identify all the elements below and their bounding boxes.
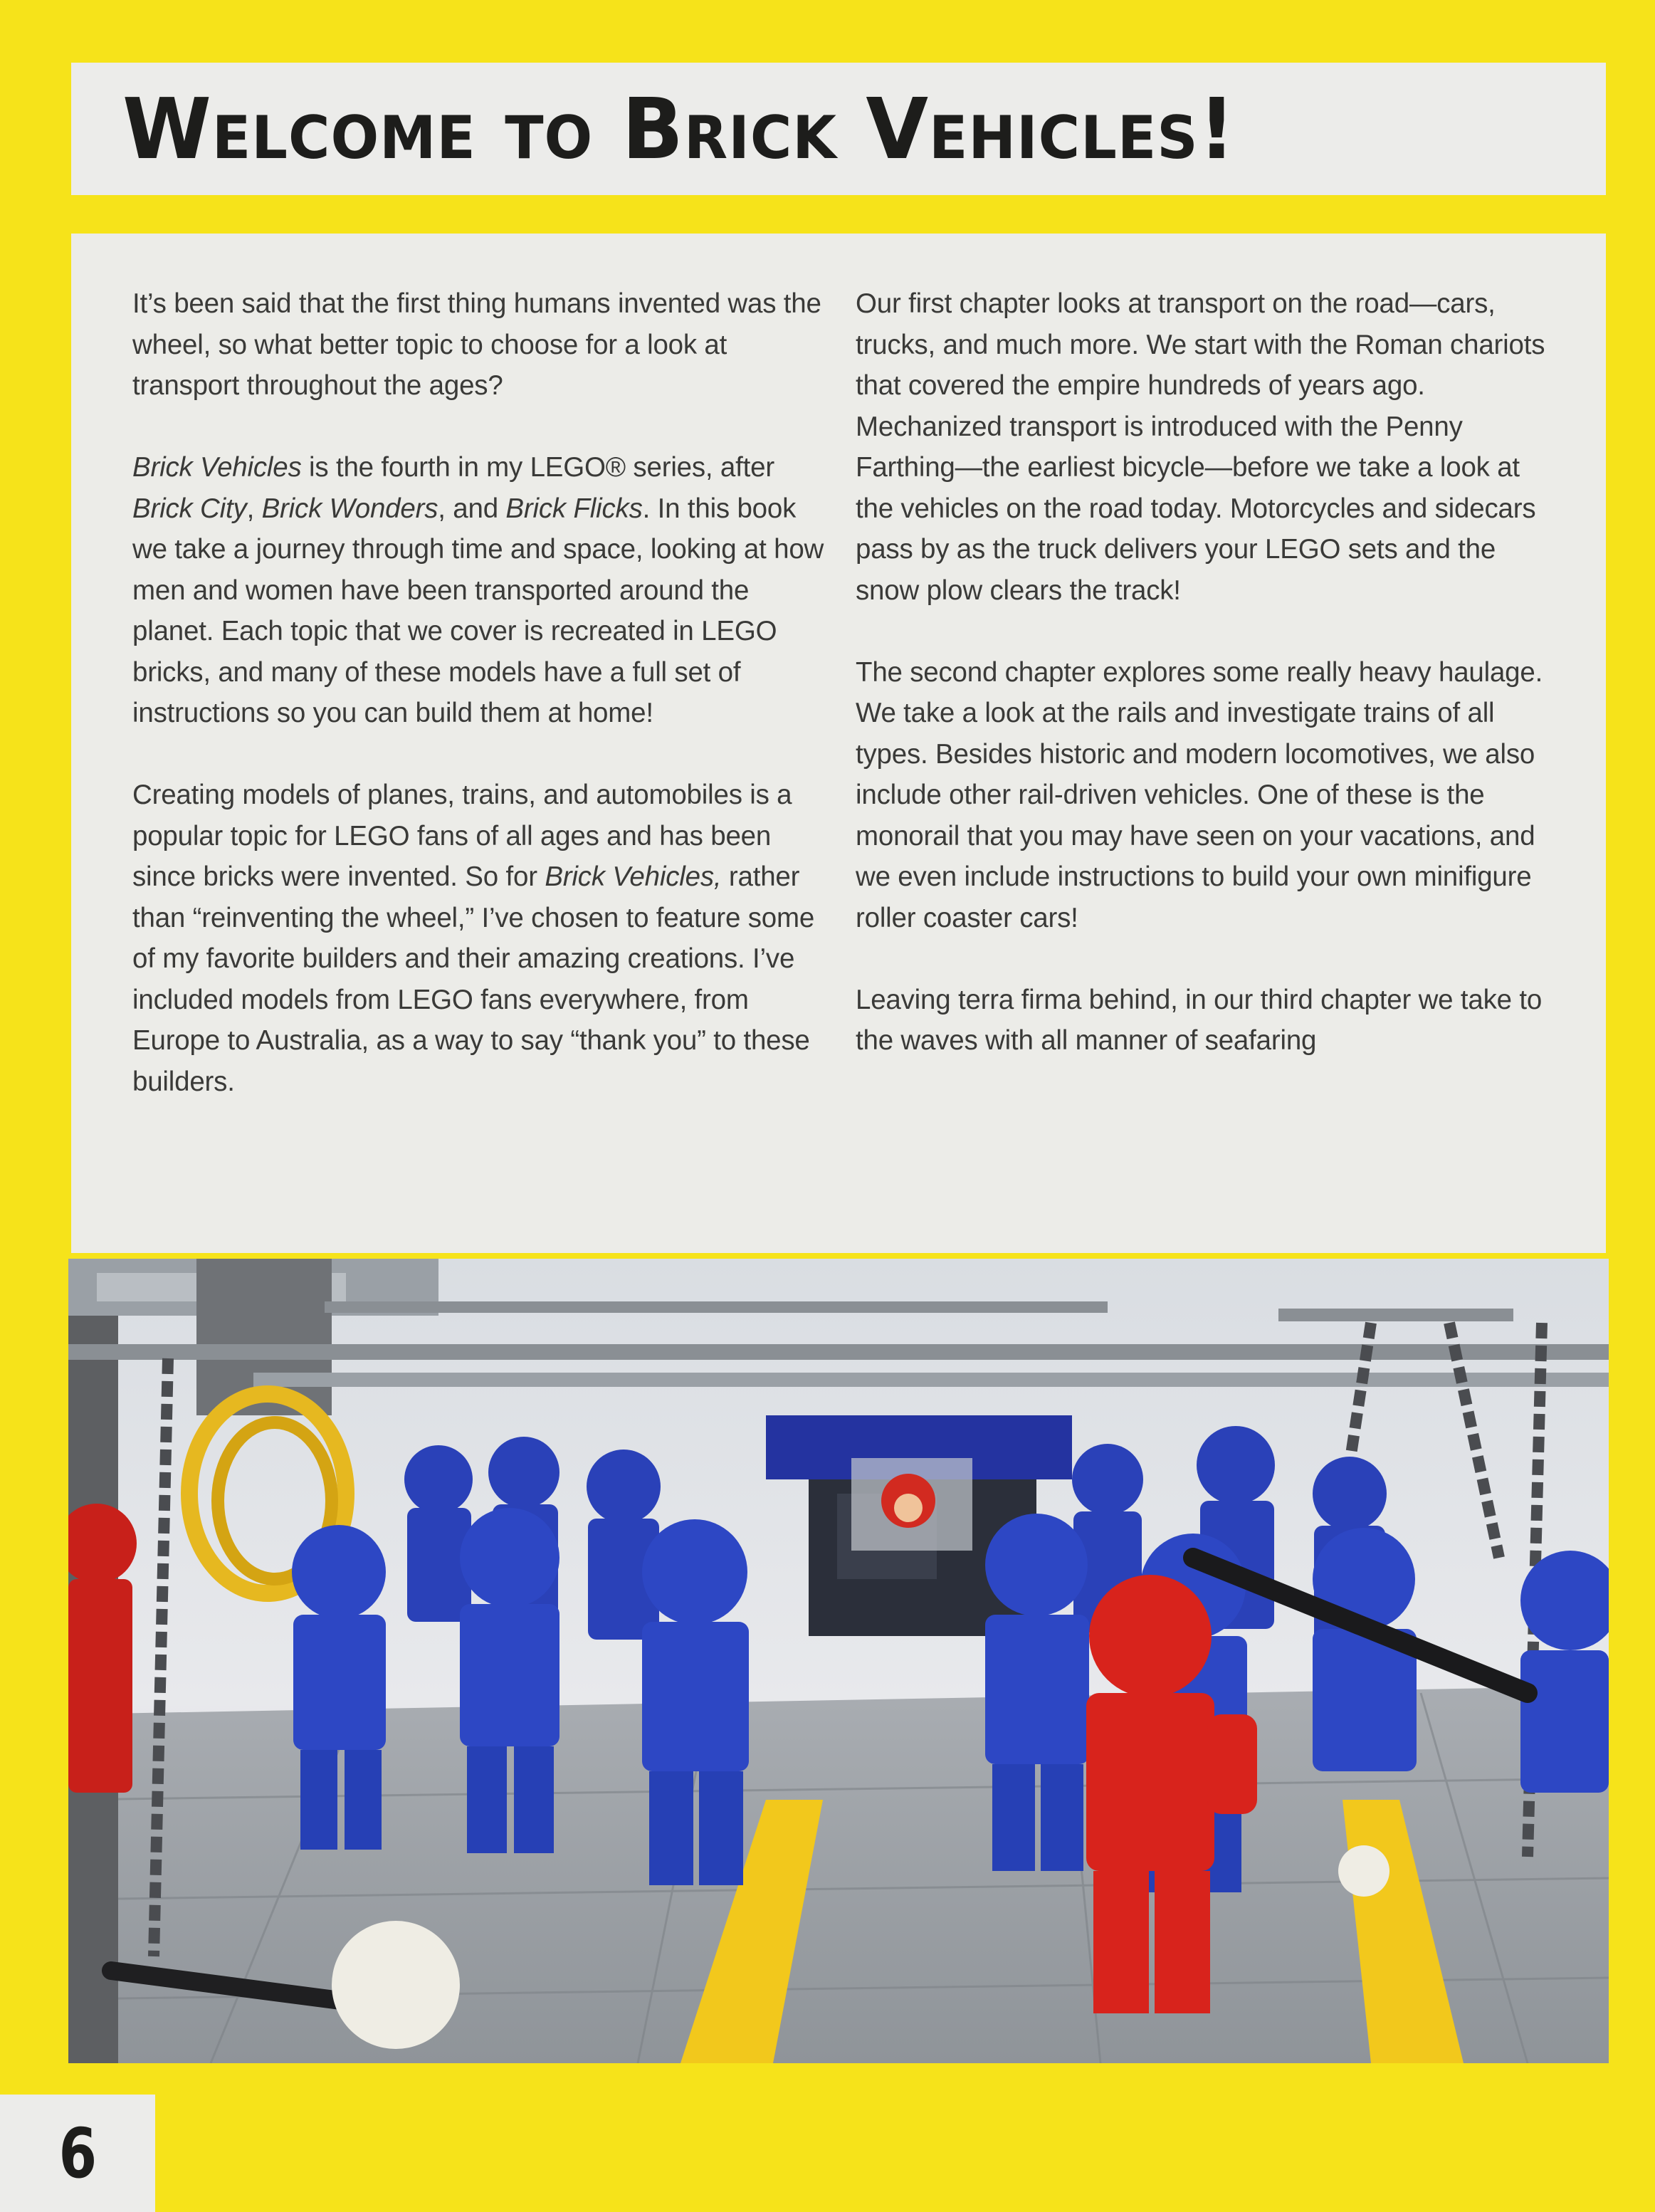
paragraph: Our first chapter looks at transport on the road—cars, trucks, and much more. We start with the Roman chariots that covered the empire hundreds of years ago. Mechanized transport is introduced with the Penny Farthing—the earliest bicycle—before we take a look at the vehicles on the road today. Motorcycles and sidecars pass by as the truck delivers your LEGO sets and the snow plow clears the track!: [856, 288, 1545, 606]
paragraph: It’s been said that the first thing humans invented was the wheel, so what better topic to choose for a look at transport throughout the ages?: [132, 288, 821, 401]
paragraph: The second chapter explores some really heavy haulage. We take a look at the rails and investigate trains of all types. Besides historic and modern locomotives, we also include other rail-driven vehicles. One of these is the monorail that you may have seen on your vacations, and we even include instructions to build your own minifigure roller coaster cars!: [856, 656, 1543, 933]
book-title: Brick Vehicles: [132, 452, 302, 483]
book-title: Brick Wonders: [261, 493, 438, 524]
pit-stop-photo: [68, 1259, 1609, 2063]
paragraph: Leaving terra firma behind, in our third chapter we take to the waves with all manner of seafaring: [856, 984, 1543, 1056]
paragraph: Brick Vehicles is the fourth in my LEGO® series, after Brick City, Brick Wonders, and Brick Flicks. In this book we take a journey through time and space, looking at how men and women have been transported around the planet. Each topic that we cover is recreated in LEGO bricks, and many of these models have a full set of instructions so you can build them at home!: [132, 452, 824, 728]
book-title: Brick Vehicles,: [545, 861, 722, 892]
book-title: Brick City: [132, 493, 247, 524]
right-column: [856, 283, 1560, 1102]
text-panel: [71, 234, 1606, 1253]
title-banner: [71, 63, 1606, 195]
page-number-box: [0, 2095, 155, 2212]
page-title: Welcome to Brick Vehicles!: [122, 80, 1236, 178]
paragraph: Creating models of planes, trains, and automobiles is a popular topic for LEGO fans of all ages and has been since bricks were invented. So for Brick Vehicles, rather than “reinventing the wheel,” I’ve chosen to feature some of my favorite builders and their amazing creations. I’ve included models from LEGO fans everywhere, from Europe to Australia, as a way to say “thank you” to these builders.: [132, 780, 815, 1097]
lego-pit-crew-illustration: [68, 1259, 1609, 2063]
book-title: Brick Flicks: [505, 493, 643, 524]
left-column: [132, 283, 837, 1143]
page-number: 6: [58, 2113, 97, 2193]
